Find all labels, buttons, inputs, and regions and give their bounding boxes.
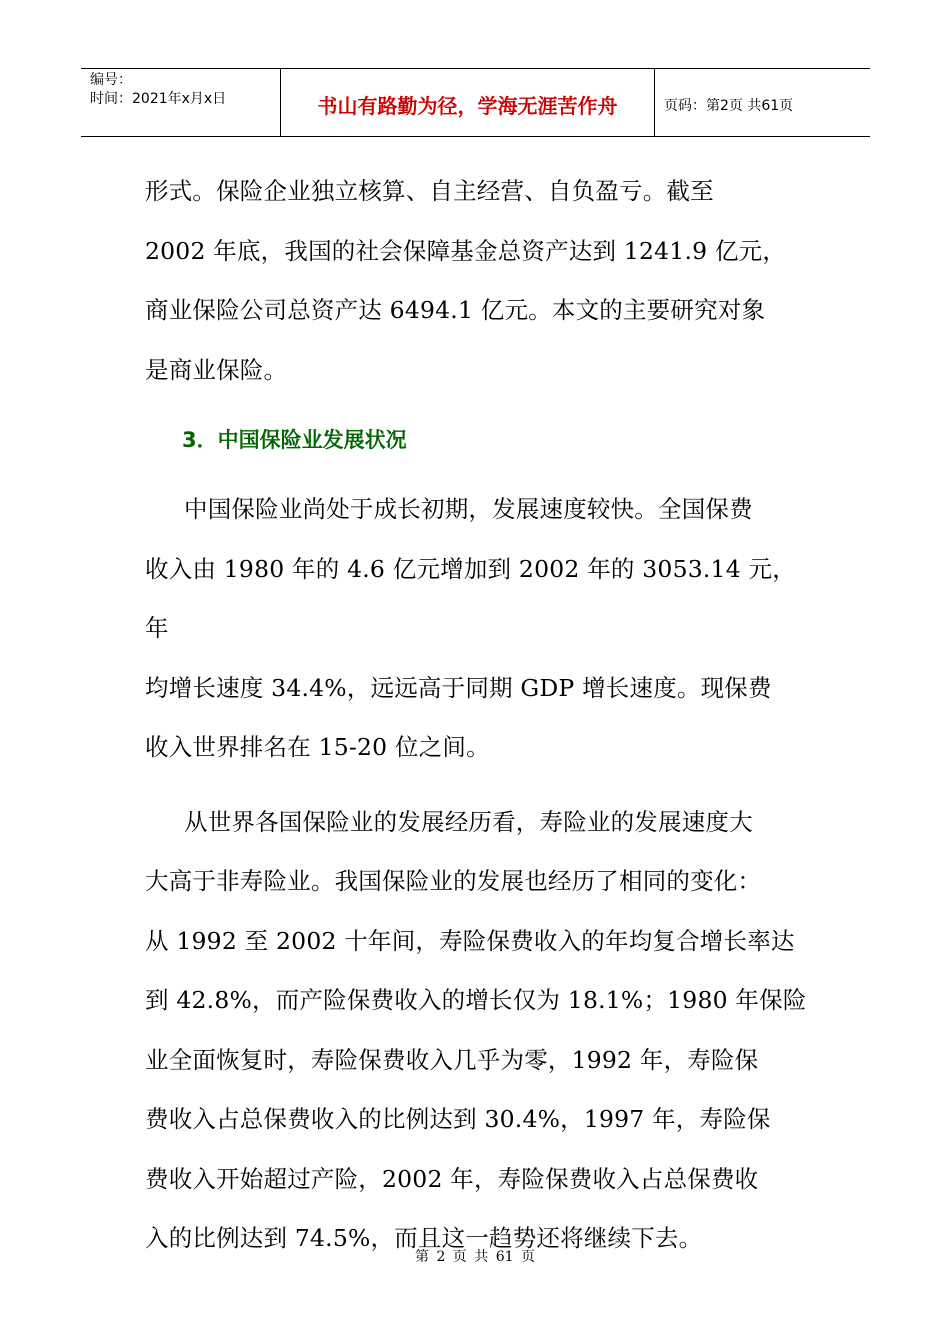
- document-body: [145, 162, 815, 1269]
- paragraph-line: 大高于非寿险业。我国保险业的发展也经历了相同的变化：: [145, 867, 762, 895]
- paragraph-line: 入的比例达到 74.5%，而且这一趋势还将继续下去。: [145, 1224, 703, 1252]
- paragraph-3: [145, 793, 815, 1269]
- paragraph-line: 收入世界排名在 15-20 位之间。: [145, 733, 490, 761]
- page-footer: 第 2 页 共 61 页: [415, 1249, 535, 1265]
- paragraph-line: 商业保险公司总资产达 6494.1 亿元。本文的主要研究对象: [145, 296, 766, 324]
- paragraph-line: 是商业保险。: [145, 355, 288, 384]
- paragraph-line: 收入由 1980 年的 4.6 亿元增加到 2002 年的 3053.14 元，年: [145, 554, 796, 642]
- paragraph-line: 中国保险业尚处于成长初期，发展速度较快。全国保费: [184, 495, 753, 523]
- page-header: [81, 68, 870, 137]
- paragraph-line: 从 1992 至 2002 十年间，寿险保费收入的年均复合增长率达: [145, 926, 795, 955]
- paragraph-2: [145, 480, 815, 778]
- paragraph-line: 均增长速度 34.4%，远远高于同期 GDP 增长速度。现保费: [145, 673, 772, 702]
- time-label: 时间：2021年x月x日: [90, 91, 227, 107]
- paragraph-line: 业全面恢复时，寿险保费收入几乎为零，1992 年，寿险保: [145, 1045, 759, 1074]
- paragraph-line: 2002 年底，我国的社会保障基金总资产达到 1241.9 亿元，: [145, 236, 787, 265]
- paragraph-line: 从世界各国保险业的发展经历看，寿险业的发展速度大: [184, 807, 753, 836]
- header-page-label: 页码：第2页 共61页: [664, 97, 794, 114]
- paragraph-line: 形式。保险企业独立核算、自主经营、自负盈亏。截至: [145, 177, 714, 205]
- number-label: 编号：: [90, 72, 132, 88]
- header-motto: 书山有路勤为径，学海无涯苦作舟: [281, 69, 655, 136]
- section-heading: 3．中国保险业发展状况: [182, 428, 407, 452]
- paragraph-line: 到 42.8%，而产险保费收入的增长仅为 18.1%；1980 年保险: [145, 986, 807, 1014]
- paragraph-line: 费收入开始超过产险，2002 年，寿险保费收入占总保费收: [145, 1164, 759, 1193]
- paragraph-line: 费收入占总保费收入的比例达到 30.4%，1997 年，寿险保: [145, 1105, 771, 1133]
- paragraph-1: [145, 162, 815, 400]
- header-meta: [81, 69, 281, 136]
